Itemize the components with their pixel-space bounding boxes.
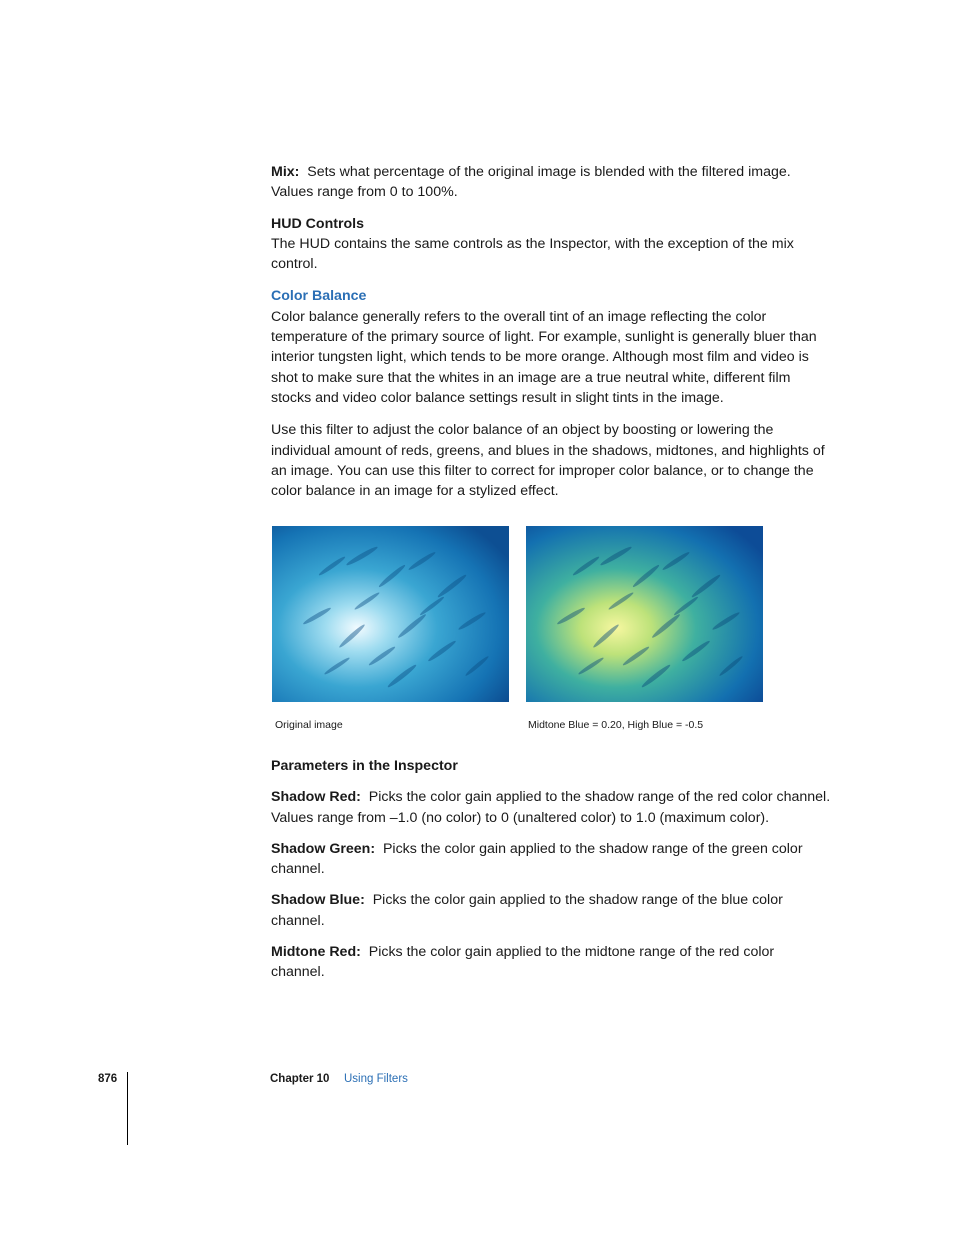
param-text: Picks the color gain applied to the shadow range of the green color channel.: [271, 840, 803, 878]
param-text: Picks the color gain applied to the midtone range of the red color channel.: [271, 944, 775, 981]
param-shadow-blue: [271, 890, 831, 931]
chapter-label: Chapter 10: [270, 1073, 330, 1085]
caption-original: Original image: [275, 719, 343, 731]
parameters-section: [271, 756, 831, 983]
param-midtone-red: [271, 942, 831, 983]
param-shadow-green: [271, 839, 831, 880]
hud-heading: HUD Controls: [271, 215, 365, 232]
color-balance-para-2: Use this filter to adjust the color balance of an object by boosting or lowering the individual amount of reds, greens, and blues in the shadows, midtones, and highlights of an image. You can use this filter to correct for improper color balance, or to change the color balance in an image for a stylized effect.: [271, 422, 825, 500]
adjusted-image: [526, 526, 763, 702]
color-balance-heading: Color Balance: [271, 288, 367, 305]
mix-term: Mix:: [271, 164, 300, 180]
param-term: Shadow Green:: [271, 840, 376, 857]
footer-divider: [127, 1072, 128, 1145]
param-term: Shadow Blue:: [271, 892, 365, 909]
original-image: [272, 526, 509, 702]
caption-adjusted: Midtone Blue = 0.20, High Blue = -0.5: [528, 719, 704, 731]
comparison-figure: [271, 526, 771, 736]
page-number: 876: [98, 1073, 118, 1085]
params-heading: Parameters in the Inspector: [271, 758, 458, 774]
color-balance-para-1: Color balance generally refers to the overall tint of an image reflecting the color temperature of the primary source of light. For example, sunlight is generally bluer than interior tungsten light, which tends to be more orange. Although most film and video is shot to make sure that the whites in an image are a true neutral white, different film stocks and video color balance settings result in slight tints in the image.: [271, 308, 817, 406]
param-term: Midtone Red:: [271, 944, 361, 961]
mix-text: Sets what percentage of the original image is blended with the filtered image. Values range from 0 to 100%.: [271, 164, 791, 201]
param-text: Picks the color gain applied to the shadow range of the red color channel. Values range from –1.0 (no color) to 0 (unaltered color) to 1.0 (maximum color).: [271, 789, 831, 826]
param-text: Picks the color gain applied to the shadow range of the blue color channel.: [271, 892, 783, 929]
main-content: [271, 162, 831, 501]
param-shadow-red: [271, 787, 831, 828]
chapter-title-link[interactable]: Using Filters: [344, 1073, 408, 1085]
mix-paragraph: [271, 162, 831, 203]
hud-text: The HUD contains the same controls as the Inspector, with the exception of the mix control.: [271, 235, 794, 273]
param-term: Shadow Red:: [271, 789, 361, 806]
